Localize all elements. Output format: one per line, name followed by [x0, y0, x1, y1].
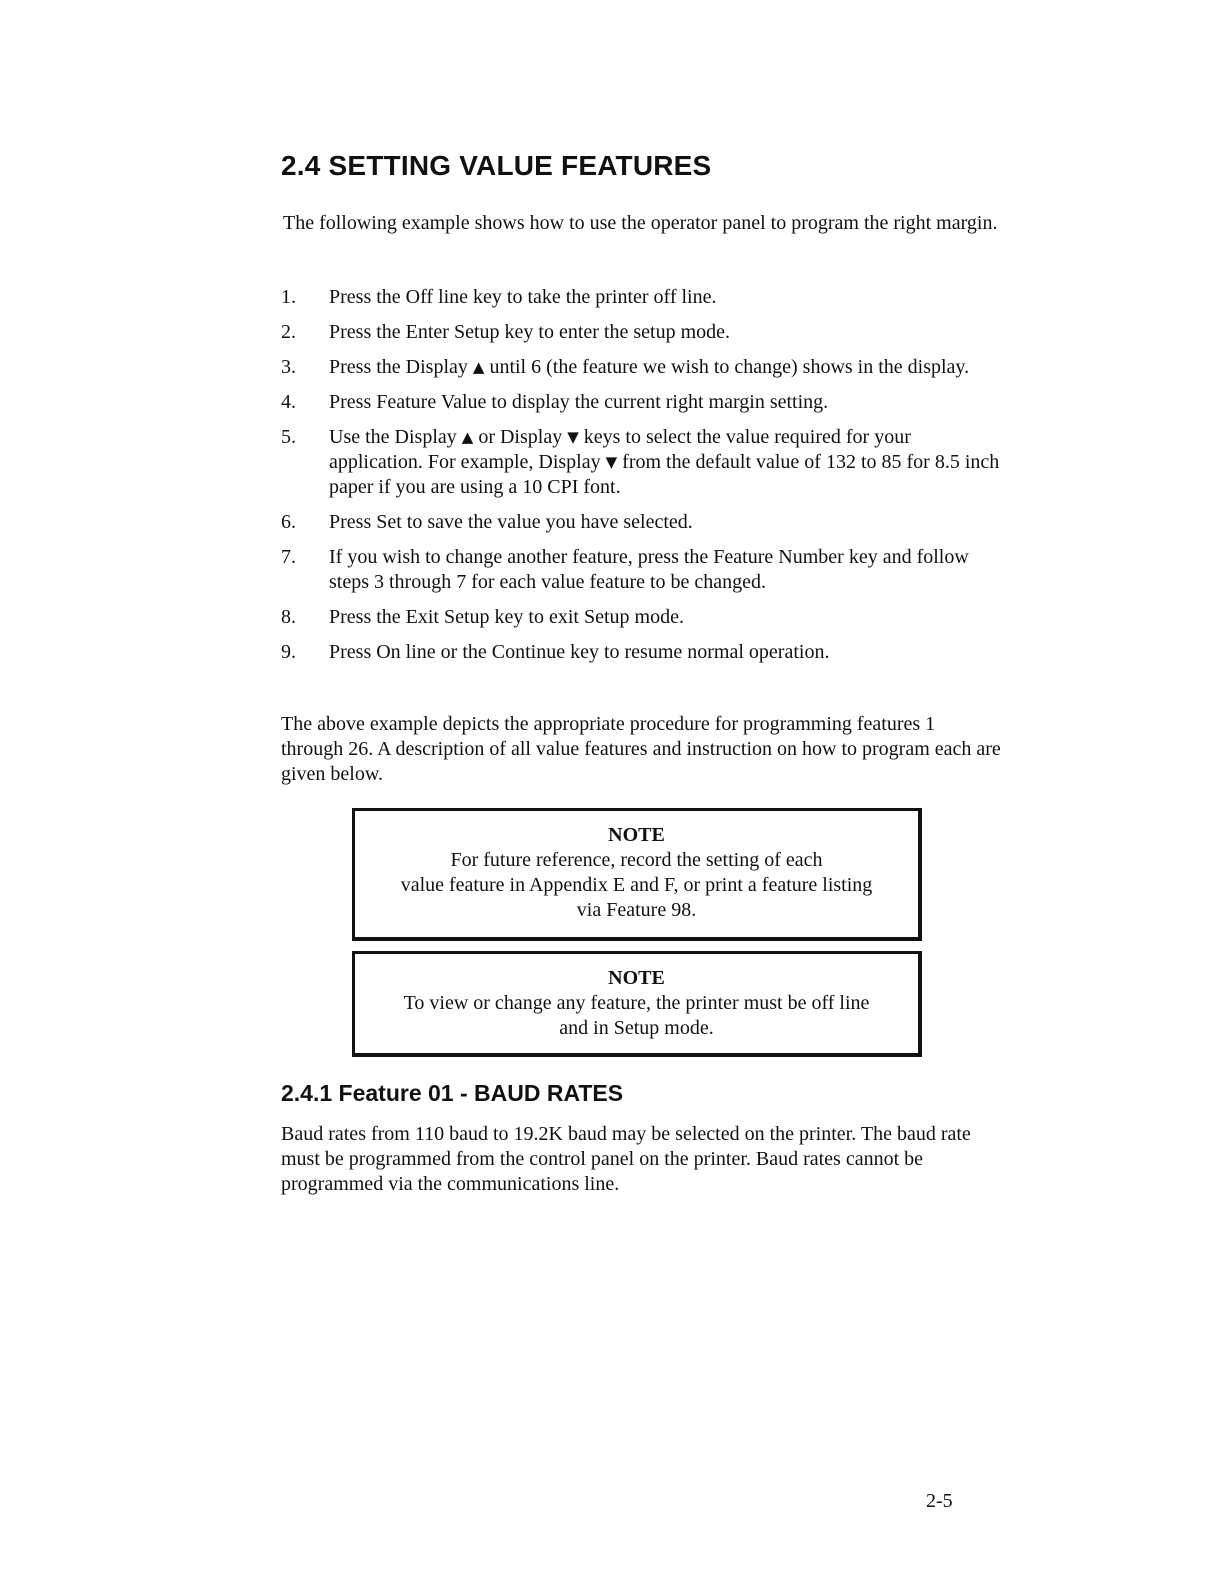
- down-arrow-icon: ▼: [605, 453, 618, 471]
- note-line: via Feature 98.: [576, 899, 697, 921]
- step-text: Press the Exit Setup key to exit Setup mode.: [329, 606, 684, 628]
- note-box-reference: [352, 808, 922, 941]
- step-number: 3.: [281, 356, 296, 378]
- list-item: [281, 510, 1001, 535]
- up-arrow-icon: ▲: [472, 358, 485, 376]
- step-text: Press the Display: [329, 356, 468, 378]
- step-number: 7.: [281, 546, 296, 568]
- intro-paragraph: The following example shows how to use the operator panel to program the right margin.: [283, 212, 998, 234]
- step-number: 1.: [281, 286, 296, 308]
- step-text: Press On line or the Continue key to resume normal operation.: [329, 641, 830, 663]
- step-number: 6.: [281, 511, 296, 533]
- list-item: [281, 390, 1001, 415]
- list-item: [281, 285, 1001, 310]
- step-text: Press Set to save the value you have selected.: [329, 511, 693, 533]
- baud-rates-paragraph: Baud rates from 110 baud to 19.2K baud may be selected on the printer. The baud rate must be programmed from the control panel on the printer. Baud rates cannot be programmed via the communications line.: [281, 1123, 971, 1195]
- note-line: To view or change any feature, the printer must be off line: [403, 992, 870, 1014]
- step-number: 9.: [281, 641, 296, 663]
- step-text: until 6 (the feature we wish to change) shows in the display.: [489, 356, 970, 378]
- note-title: NOTE: [608, 967, 665, 989]
- down-arrow-icon: ▼: [567, 428, 579, 446]
- section-heading: 2.4 SETTING VALUE FEATURES: [281, 150, 712, 181]
- list-item: [281, 605, 1001, 630]
- up-arrow-icon: ▲: [461, 428, 474, 446]
- step-text: Press Feature Value to display the current right margin setting.: [329, 391, 829, 413]
- step-text: If you wish to change another feature, press the Feature Number key and follow steps 3 through 7 for each value feature to be changed.: [329, 546, 969, 593]
- step-text: or Display: [478, 426, 563, 448]
- note-box-setup-mode: [352, 951, 922, 1057]
- list-item: [281, 545, 1001, 595]
- note-line: value feature in Appendix E and F, or print a feature listing: [400, 874, 873, 896]
- step-number: 8.: [281, 606, 296, 628]
- list-item: [281, 425, 1001, 500]
- list-item: [281, 355, 1001, 380]
- note-line: For future reference, record the setting of each: [450, 849, 823, 871]
- step-text: keys to select the value required for your application. For example, Display: [329, 426, 911, 473]
- step-text: Press the Off line key to take the printer off line.: [329, 286, 717, 308]
- procedure-steps: [281, 285, 1001, 675]
- step-number: 2.: [281, 321, 296, 343]
- note-line: and in Setup mode.: [559, 1017, 714, 1039]
- list-item: [281, 320, 1001, 345]
- list-item: [281, 640, 1001, 665]
- step-text: Use the Display: [329, 426, 457, 448]
- subsection-heading: 2.4.1 Feature 01 - BAUD RATES: [281, 1080, 624, 1106]
- page-number: 2-5: [926, 1490, 953, 1512]
- summary-paragraph: The above example depicts the appropriate procedure for programming features 1 through 26. A description of all value features and instruction on how to program each are given below.: [281, 713, 1001, 785]
- step-text: from the default value of 132 to 85 for 8.5 inch paper if you are using a 10 CPI font.: [329, 451, 1000, 498]
- step-text: Press the Enter Setup key to enter the setup mode.: [329, 321, 731, 343]
- step-number: 4.: [281, 391, 296, 413]
- note-title: NOTE: [608, 824, 665, 846]
- step-number: 5.: [281, 426, 296, 448]
